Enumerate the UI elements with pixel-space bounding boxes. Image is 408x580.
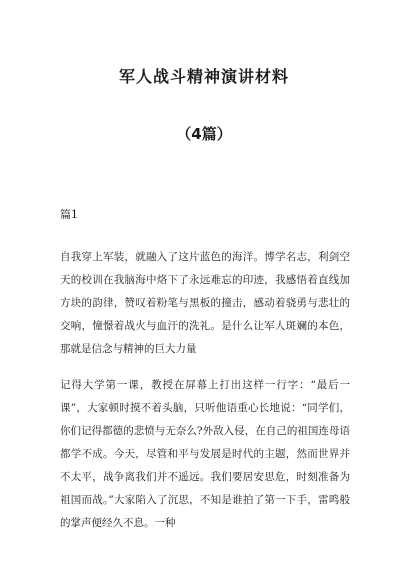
document-subtitle: （4篇） (176, 125, 232, 143)
section-label: 篇1 (60, 208, 78, 221)
paragraph-2: 记得大学第一课，教授在屏幕上打出这样一行字：“最后一课”，大家顿时摸不着头脑，只听他语重心长地说：“同学们，你们记得都德的悲愤与无奈么?外敌入侵，在自己的祖国连母语都学不成。今天，尽管和平与发展是时代的主题，然而世界并不太平，战争离我们并不遥远。我们要居安思危，时刻准备为祖国而战。”大家陷入了沉思，不知是谁拍了第一下手，雷鸣般的掌声便经久不息。一种 (60, 379, 350, 529)
paragraph-1: 自我穿上军装，就融入了这片蓝色的海洋。博学名志，利剑空天的校训在我脑海中烙下了永远难忘的印迹，我感悟着直线加方块的韵律，赞叹着粉笔与黑板的撞击，感动着骁勇与悲壮的交响，憧憬着战火与血汗的洗礼。是什么让军人斑斓的本色，那就是信念与精神的巨大力量 (60, 251, 350, 355)
document-title: 军人战斗精神演讲材料 (118, 67, 289, 86)
